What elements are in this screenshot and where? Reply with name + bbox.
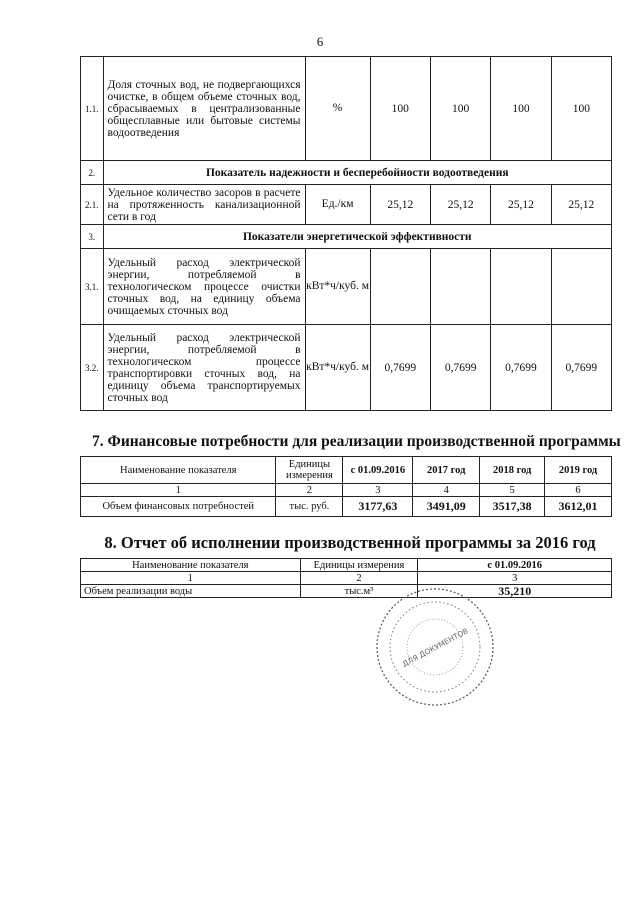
round-stamp	[370, 582, 500, 712]
column-index: 5	[480, 484, 545, 497]
indicator-unit: тыс.м³	[300, 585, 418, 598]
section-number: 3.	[81, 225, 104, 249]
section-8-heading: 8. Отчет об исполнении производственной программы за 2016 год	[104, 533, 596, 552]
program-report-table	[80, 558, 612, 598]
column-index: 1	[81, 484, 276, 497]
column-header: Единицы измерения	[276, 457, 343, 484]
indicator-value: 0,7699	[430, 325, 490, 411]
column-index-row	[81, 572, 612, 585]
indicator-name: Объем реализации воды	[81, 585, 301, 598]
indicator-value: 3517,38	[480, 497, 545, 517]
financial-needs-table	[80, 456, 612, 517]
column-index: 2	[276, 484, 343, 497]
indicator-value: 100	[430, 57, 490, 161]
indicator-unit: %	[305, 57, 370, 161]
indicators-table	[80, 56, 612, 411]
row-number: 3.2.	[81, 325, 104, 411]
indicator-value: 0,7699	[491, 325, 551, 411]
indicator-value: 100	[491, 57, 551, 161]
section-title: Показатель надежности и бесперебойности водоотведения	[103, 161, 611, 185]
indicator-value: 3177,63	[343, 497, 413, 517]
row-number: 3.1.	[81, 249, 104, 325]
column-header: с 01.09.2016	[343, 457, 413, 484]
table-header-row	[81, 559, 612, 572]
column-header: с 01.09.2016	[418, 559, 612, 572]
indicator-value	[551, 249, 611, 325]
indicator-name: Объем финансовых потребностей	[81, 497, 276, 517]
indicator-value	[430, 249, 490, 325]
table-row	[81, 185, 612, 225]
table-row	[81, 325, 612, 411]
indicator-value: 0,7699	[551, 325, 611, 411]
table-row	[81, 57, 612, 161]
indicator-name: Удельный расход электрической энергии, потребляемой в технологическом процессе очистки сточных вод, на единицу объема очищаемых сточных вод	[103, 249, 305, 325]
column-header: Наименование показателя	[81, 457, 276, 484]
indicator-unit: кВт*ч/куб. м	[305, 249, 370, 325]
indicator-value: 35,210	[418, 585, 612, 598]
table-row	[81, 585, 612, 598]
section-title: Показатели энергетической эффективности	[103, 225, 611, 249]
indicator-value: 25,12	[491, 185, 551, 225]
indicator-value: 0,7699	[370, 325, 430, 411]
indicator-name: Доля сточных вод, не подвергающихся очистке, в общем объеме сточных вод, сбрасываемых в централизованные общесплавные или бытовые системы водоотведения	[103, 57, 305, 161]
indicator-value: 3491,09	[413, 497, 480, 517]
indicator-unit: тыс. руб.	[276, 497, 343, 517]
column-index-row	[81, 484, 612, 497]
indicator-value: 25,12	[370, 185, 430, 225]
stamp-text: ДЛЯ ДОКУМЕНТОВ	[400, 626, 470, 669]
indicator-value: 100	[551, 57, 611, 161]
row-number: 2.1.	[81, 185, 104, 225]
column-header: 2019 год	[545, 457, 612, 484]
column-index: 2	[300, 572, 418, 585]
column-index: 3	[343, 484, 413, 497]
indicator-value: 100	[370, 57, 430, 161]
column-index: 6	[545, 484, 612, 497]
indicator-value: 25,12	[430, 185, 490, 225]
indicator-unit: Ед./км	[305, 185, 370, 225]
column-index: 4	[413, 484, 480, 497]
row-number: 1.1.	[81, 57, 104, 161]
column-header: Наименование показателя	[81, 559, 301, 572]
indicator-value	[491, 249, 551, 325]
indicator-value: 25,12	[551, 185, 611, 225]
column-header: 2018 год	[480, 457, 545, 484]
table-row	[81, 497, 612, 517]
column-index: 3	[418, 572, 612, 585]
column-header: 2017 год	[413, 457, 480, 484]
table-header-row	[81, 457, 612, 484]
section-row	[81, 161, 612, 185]
indicator-name: Удельный расход электрической энергии, потребляемой в технологическом процессе транспортировки сточных вод, на единицу объема транспортируемых сточных вод	[103, 325, 305, 411]
section-number: 2.	[81, 161, 104, 185]
table-row	[81, 249, 612, 325]
page-number: 6	[316, 34, 324, 49]
indicator-name: Удельное количество засоров в расчете на протяженность канализационной сети в год	[103, 185, 305, 225]
column-index: 1	[81, 572, 301, 585]
section-7-heading: 7. Финансовые потребности для реализации производственной программы	[92, 433, 621, 450]
section-row	[81, 225, 612, 249]
indicator-unit: кВт*ч/куб. м	[305, 325, 370, 411]
indicator-value: 3612,01	[545, 497, 612, 517]
indicator-value	[370, 249, 430, 325]
column-header: Единицы измерения	[300, 559, 418, 572]
